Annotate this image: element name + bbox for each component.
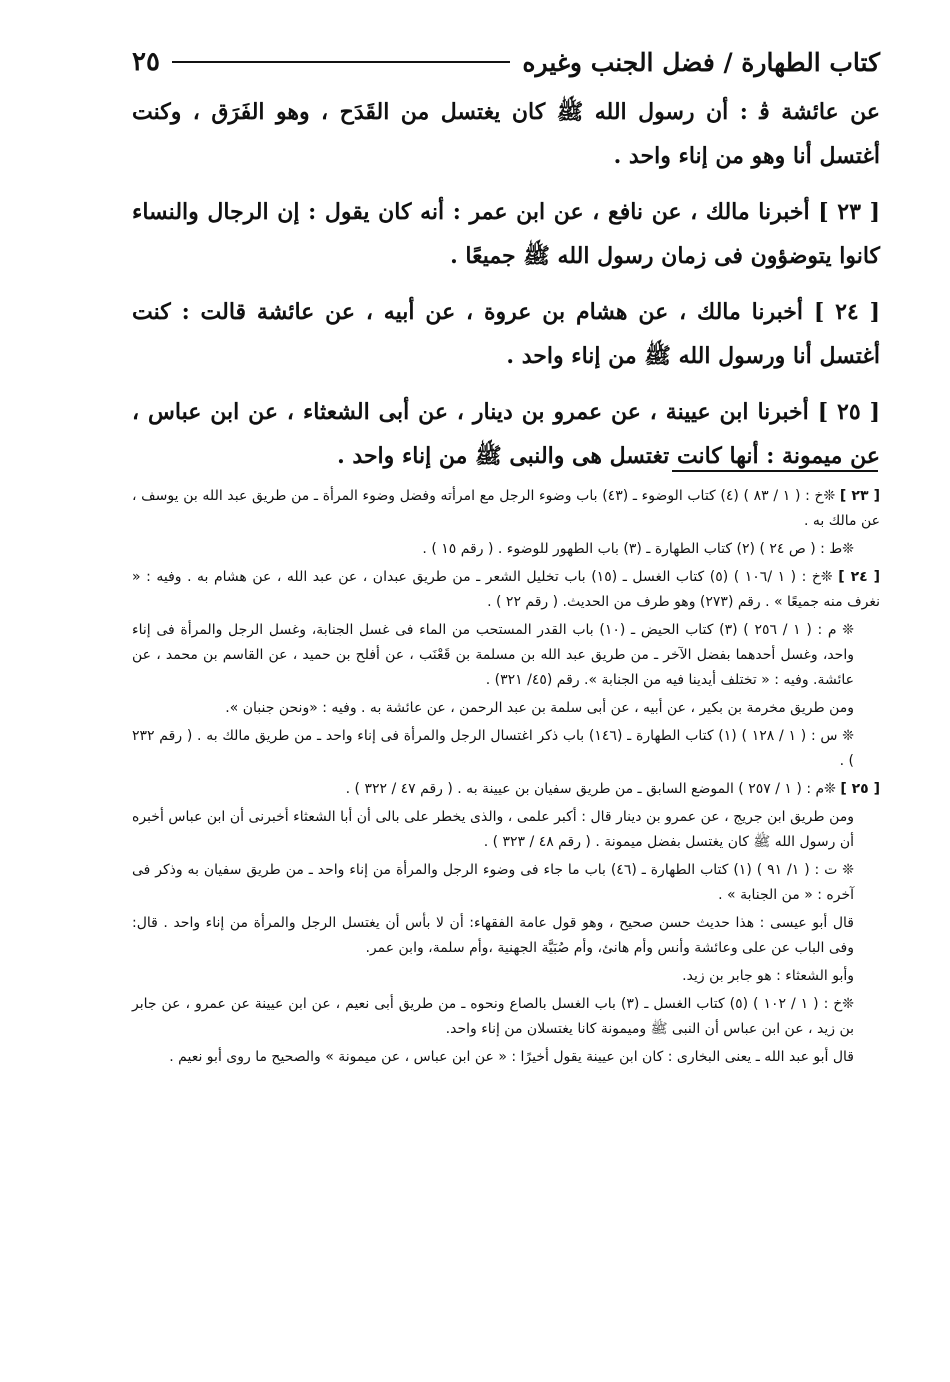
footnote-25-entry: ومن طريق ابن جريج ، عن عمرو بن دينار قال : أكبر علمى ، والذى يخطر على بالى أن أبا الشعثاء أخبرنى أن ابن عباس أخبره أن رسول الله ﷺ كان يغتسل بفضل ميمونة . ( رقم ٤٨ / ٣٢٣ ) . xyxy=(132,809,854,850)
footnote-number: [ ٢٣ ] xyxy=(839,488,880,504)
footnote-divider xyxy=(672,470,878,472)
footnote-25-entry: ❊ ت : ( ١/ ٩١ ) (١) كتاب الطهارة ـ (٤٦) باب ما جاء فى وضوء الرجل والمرأة من إناء واحد ـ من طريق سفيان به وذكر فى آخره : « من الجنابة » . xyxy=(132,862,854,903)
hadith-text: أخبرنا مالك ، عن نافع ، عن ابن عمر : أنه كان يقول : إن الرجال والنساء كانوا يتوضؤون فى زمان رسول الله ﷺ جميعًا . xyxy=(132,199,880,269)
hadith-23 xyxy=(132,190,880,278)
paragraph-text: عن عائشة ﭬ : أن رسول الله ﷺ كان يغتسل من القَدَح ، وهو الفَرَق ، وكنت أغتسل أنا وهو من إناء واحد . xyxy=(132,99,880,169)
footnote-24-entry: ❊ م : ( ١ / ٢٥٦ ) (٣) كتاب الحيض ـ (١٠) باب القدر المستحب من الماء فى غسل الجنابة، وغسل الرجل والمرأة فى إناء واحد، وغسل أحدهما بفضل الآخر ـ من طريق عبد الله بن مسلمة بن قَعْنَب ، عن أفلح بن حميد ، عن القاسم بن محمد ، عن عائشة. وفيه : « تختلف أيدينا فيه من الجنابة ». رقم (٤٥/ ٣٢١) . xyxy=(132,622,854,688)
footnote-23-entry: ❊ط : ( ص ٢٤ ) (٢) كتاب الطهارة ـ (٣) باب الطهور للوضوء . ( رقم ١٥ ) . xyxy=(422,541,854,557)
paragraph-continuation xyxy=(132,90,880,178)
hadith-number: [ ٢٣ ] xyxy=(818,199,880,225)
footnote-25-entry: قال أبو عيسى : هذا حديث حسن صحيح ، وهو قول عامة الفقهاء: أن لا بأس أن يغتسل الرجل والمرأة من إناء واحد . قال: وفى الباب عن على وعائشة وأنس وأم هانئ، وأم صُبَيَّة الجهنية ،وأم سلمة، وابن عمر. xyxy=(132,915,854,956)
header-title: كتاب الطهارة / فضل الجنب وغيره xyxy=(522,47,880,77)
footnotes xyxy=(132,484,880,1073)
footnote-text: ❊م : ( ١ / ٢٥٧ ) الموضع السابق ـ من طريق سفيان بن عيينة به . ( رقم ٤٧ / ٣٢٢ ) . xyxy=(345,781,836,797)
hadith-25 xyxy=(132,390,880,478)
hadith-number: [ ٢٥ ] xyxy=(817,399,880,425)
footnote-25-entry: قال أبو عبد الله ـ يعنى البخارى : كان ابن عيينة يقول أخيرًا : « عن ابن عباس ، عن ميمونة » والصحيح ما روى أبو نعيم . xyxy=(169,1049,854,1065)
footnote-text: ❊خ : ( ١ / ٨٣ ) (٤) كتاب الوضوء ـ (٤٣) باب وضوء الرجل مع امرأته وفضل وضوء المرأة ـ من طريق عبد الله بن يوسف ، عن مالك به . xyxy=(132,488,880,529)
page-number: ٢٥ xyxy=(132,47,160,77)
main-text xyxy=(132,90,880,490)
footnote-25-entry: وأبو الشعثاء : هو جابر بن زيد. xyxy=(682,968,854,984)
footnote-24-entry: ❊ س : ( ١ / ١٢٨ ) (١) كتاب الطهارة ـ (١٤٦) باب ذكر اغتسال الرجل والمرأة فى إناء واحد ـ من طريق مالك به . ( رقم ٢٣٢ ) . xyxy=(132,728,854,769)
hadith-24 xyxy=(132,290,880,378)
footnote-25-entry: ❊خ : ( ١ / ١٠٢ ) (٥) كتاب الغسل ـ (٣) باب الغسل بالصاع ونحوه ـ من طريق أبى نعيم ، عن ابن عيينة عن عمرو ، عن جابر بن زيد ، عن ابن عباس أن النبى ﷺ وميمونة كانا يغتسلان من إناء واحد. xyxy=(132,996,855,1037)
header-rule xyxy=(172,61,510,63)
footnote-number: [ ٢٥ ] xyxy=(840,781,880,797)
footnote-24-entry: ومن طريق مخرمة بن بكير ، عن أبيه ، عن أبى سلمة بن عبد الرحمن ، عن عائشة به . وفيه : «ونحن جنبان ». xyxy=(225,700,854,716)
footnote-23-entry xyxy=(132,484,880,534)
footnote-number: [ ٢٤ ] xyxy=(838,569,881,585)
footnote-text: ❊خ : ( ١ /١٠٦ ) (٥) كتاب الغسل ـ (١٥) باب تخليل الشعر ـ من طريق عبدان ، عن عبد الله ، عن هشام به . وفيه : « نغرف منه جميعًا » . رقم (٢٧٣) وهو طرف من الحديث. ( رقم ٢٢ ) . xyxy=(132,569,880,610)
hadith-text: أخبرنا ابن عيينة ، عن عمرو بن دينار ، عن أبى الشعثاء ، عن ابن عباس ، عن ميمونة : أنها كانت تغتسل هى والنبى ﷺ من إناء واحد . xyxy=(132,399,880,469)
hadith-text: أخبرنا مالك ، عن هشام بن عروة ، عن أبيه ، عن عائشة قالت : كنت أغتسل أنا ورسول الله ﷺ من إناء واحد . xyxy=(132,299,880,369)
footnote-24-entry xyxy=(132,565,880,615)
hadith-number: [ ٢٤ ] xyxy=(813,299,880,325)
footnote-25-entry xyxy=(132,777,880,802)
running-header xyxy=(132,42,880,82)
